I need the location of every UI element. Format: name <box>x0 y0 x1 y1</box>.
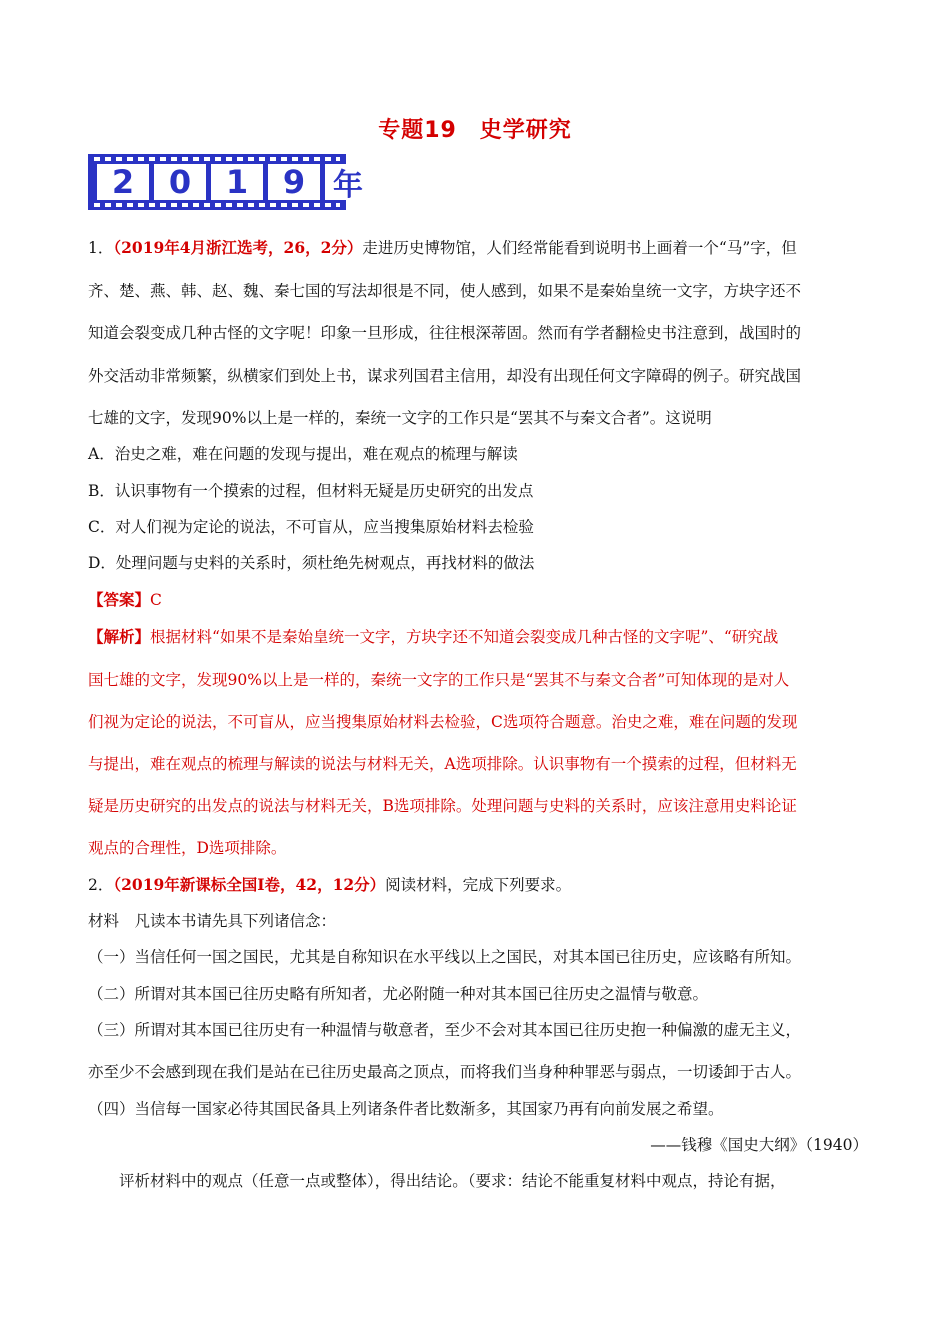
q2-citation: ——钱穆《国史大纲》（1940） <box>650 1136 868 1154</box>
q2-material-line: 亦至少不会感到现在我们是站在已往历史最高之顶点，而将我们当身种种罪恶与弱点，一切诿卸于古人。 <box>88 1063 802 1081</box>
year-char: 年 <box>325 164 371 200</box>
q2-material-line: （一）当信任何一国之国民，尤其是自称知识在水平线以上之国民，对其本国已往历史，应该略有所知。 <box>88 948 802 966</box>
film-holes-bottom <box>94 203 340 207</box>
q1-first-line <box>88 236 868 258</box>
year-digit: 9 <box>268 164 320 200</box>
q1-stem-line: 外交活动非常频繁，纵横家们到处上书，谋求列国君主信用，却没有出现任何文字障碍的例子。研究战国 <box>88 367 802 385</box>
q1-number: 1． <box>88 239 114 257</box>
q2-task: 评析材料中的观点（任意一点或整体），得出结论。（要求：结论不能重复材料中观点，持论有据， <box>88 1172 786 1190</box>
q1-answer <box>88 588 868 610</box>
analysis-text: 根据材料“如果不是秦始皇统一文字，方块字还不知道会裂变成几种古怪的文字呢”、“研究战 <box>150 628 779 646</box>
q2-material-line: （三）所谓对其本国已往历史有一种温情与敬意者，至少不会对其本国已往历史抱一种偏激的虚无主义， <box>88 1021 802 1039</box>
q2-material-line: （四）当信每一国家必待其国民备具上列诸条件者比数渐多，其国家乃再有向前发展之希望。 <box>88 1100 724 1118</box>
q1-option-a: A．治史之难，难在问题的发现与提出，难在观点的梳理与解读 <box>88 445 518 463</box>
q1-option-b: B．认识事物有一个摸索的过程，但材料无疑是历史研究的出发点 <box>88 482 534 500</box>
year-digit: 0 <box>154 164 206 200</box>
q1-stem-line: 走进历史博物馆，人们经常能看到说明书上画着一个“马”字，但 <box>362 239 797 257</box>
q1-option-c: C．对人们视为定论的说法，不可盲从，应当搜集原始材料去检验 <box>88 518 534 536</box>
q1-analysis-line: 国七雄的文字，发现90%以上是一样的，秦统一文字的工作只是“罢其不与秦文合者”可知体现的是对人 <box>88 671 790 689</box>
q1-stem-line: 齐、楚、燕、韩、赵、魏、秦七国的写法却很是不同，使人感到，如果不是秦始皇统一文字，方块字还不 <box>88 282 802 300</box>
q2-number: 2． <box>88 876 114 894</box>
q1-stem-line: 知道会裂变成几种古怪的文字呢！印象一旦形成，往往根深蒂固。然而有学者翻检史书注意到，战国时的 <box>88 324 802 342</box>
film-holes-top <box>94 157 340 161</box>
q1-analysis-line: 疑是历史研究的出发点的说法与材料无关，B选项排除。处理问题与史料的关系时，应该注意用史料论证 <box>88 797 797 815</box>
q2-source: （2019年新课标全国Ⅰ卷，42，12分） <box>113 875 386 894</box>
year-badge <box>88 150 363 214</box>
q1-analysis-line: 们视为定论的说法，不可盲从，应当搜集原始材料去检验，C选项符合题意。治史之难，难在问题的发现 <box>88 713 798 731</box>
q1-analysis-line: 与提出，难在观点的梳理与解读的说法与材料无关，A选项排除。认识事物有一个摸索的过程，但材料无 <box>88 755 797 773</box>
q1-option-d: D．处理问题与史料的关系时，须杜绝先树观点，再找材料的做法 <box>88 554 535 572</box>
q1-analysis-line <box>88 625 868 647</box>
answer-value: C <box>150 591 162 609</box>
q1-stem-line: 七雄的文字，发现90%以上是一样的，秦统一文字的工作只是“罢其不与秦文合者”。这说明 <box>88 409 712 427</box>
year-digit: 2 <box>97 164 149 200</box>
q2-first-line <box>88 873 868 895</box>
analysis-label: 【解析】 <box>88 627 151 646</box>
page-title: 专题19 史学研究 <box>378 118 572 143</box>
q2-material-line: （二）所谓对其本国已往历史略有所知者，尤必附随一种对其本国已往历史之温情与敬意。 <box>88 985 709 1003</box>
q2-stem: 阅读材料，完成下列要求。 <box>385 876 572 894</box>
year-digit: 1 <box>211 164 263 200</box>
q1-source: （2019年4月浙江选考，26，2分） <box>113 238 363 257</box>
q2-material-line: 材料 凡读本书请先具下列诸信念： <box>88 912 337 930</box>
q1-analysis-line: 观点的合理性，D选项排除。 <box>88 839 287 857</box>
answer-label: 【答案】 <box>88 590 151 609</box>
